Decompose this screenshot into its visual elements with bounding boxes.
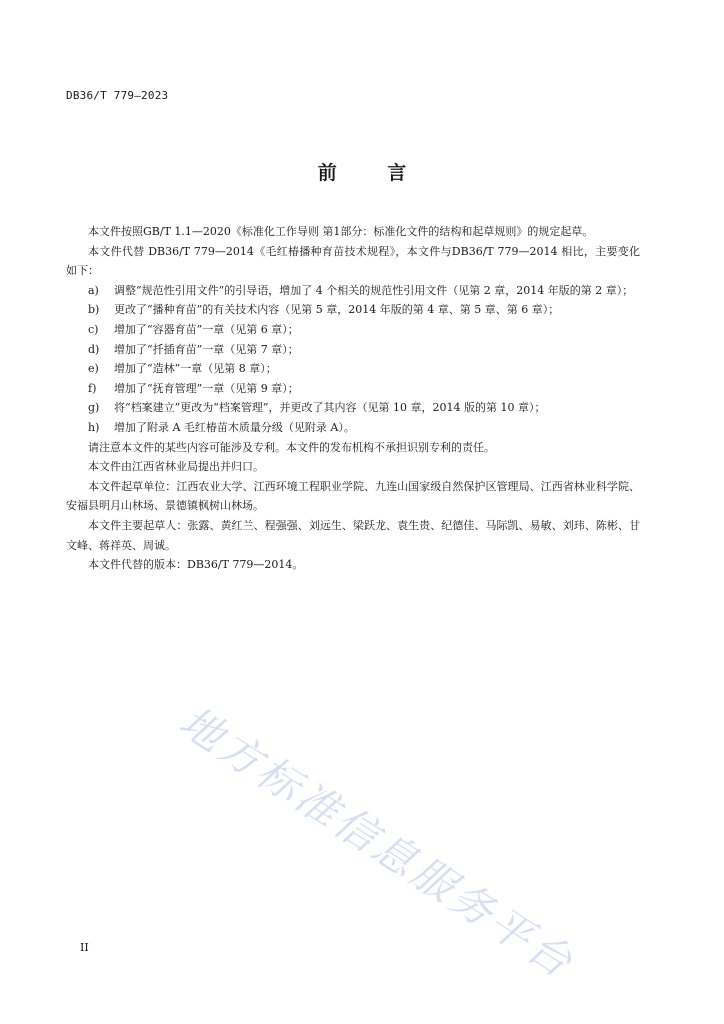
list-item-marker: e) [88,362,99,376]
list-item [66,281,640,301]
list-item-text: 调整“规范性引用文件”的引导语，增加了 4 个相关的规范性引用文件（见第 2 章，2014 年版的第 2 章）； [114,283,634,297]
foreword-body [66,222,640,575]
list-item-text: 增加了“扦插育苗”一章（见第 7 章）； [114,342,299,356]
list-item [66,418,640,438]
list-item-marker: g) [88,401,100,415]
paragraph-drafting-basis: 本文件按照GB/T 1.1—2020《标准化工作导则 第1部分：标准化文件的结构和起草规则》的规定起草。 [88,225,594,238]
list-item-marker: b) [88,303,100,317]
list-item [66,340,640,360]
page-title: 前 言 [317,162,429,184]
list-item [66,359,640,379]
document-code-header: DB36/T 779—2023 [66,89,169,102]
paragraph-proposer: 本文件由江西省林业局提出并归口。 [88,460,264,474]
paragraph-drafting-units: 本文件起草单位：江西农业大学、江西环境工程职业学院、九连山国家级自然保护区管理局、江西省林业科学院、安福县明月山林场、景德镇枫树山林场。 [66,479,640,513]
paragraph-replacement-intro: 本文件代替 DB36/T 779—2014《毛红椿播种育苗技术规程》，本文件与DB36/T 779—2014 相比，主要变化如下： [66,244,640,278]
list-item-marker: c) [88,322,99,336]
paragraph-drafters: 本文件主要起草人：张露、黄红兰、程强强、刘远生、梁跃龙、袁生贵、纪德佳、马际凯、易敏、刘玮、陈彬、甘文峰、蒋祥英、周诚。 [66,518,640,552]
list-item-text: 增加了“抚育管理”一章（见第 9 章）； [114,381,299,395]
list-item-marker: a) [88,283,99,297]
list-item [66,379,640,399]
list-item [66,320,640,340]
paragraph-replaced-version: 本文件代替的版本：DB36/T 779—2014。 [88,558,304,572]
list-item-text: 将“档案建立”更改为“档案管理”，并更改了其内容（见第 10 章，2014 版的第 10 章）； [114,401,546,415]
list-item-marker: h) [88,420,100,434]
list-item [66,398,640,418]
paragraph-patent-notice: 请注意本文件的某些内容可能涉及专利。本文件的发布机构不承担识别专利的责任。 [88,440,495,454]
watermark: 地方标准信息服务平台 [170,696,584,989]
list-item [66,300,640,320]
list-item-text: 增加了“造林”一章（见第 8 章）； [114,362,277,376]
list-item-text: 增加了“容器育苗”一章（见第 6 章）； [114,322,299,336]
page-number: II [80,941,89,954]
list-item-text: 更改了“播种育苗”的有关技术内容（见第 5 章，2014 年版的第 4 章、第 5 章、第 6 章）； [114,303,560,317]
list-item-text: 增加了附录 A 毛红椿苗木质量分级（见附录 A）。 [114,420,355,434]
list-item-marker: f) [88,381,97,395]
list-item-marker: d) [88,342,100,356]
